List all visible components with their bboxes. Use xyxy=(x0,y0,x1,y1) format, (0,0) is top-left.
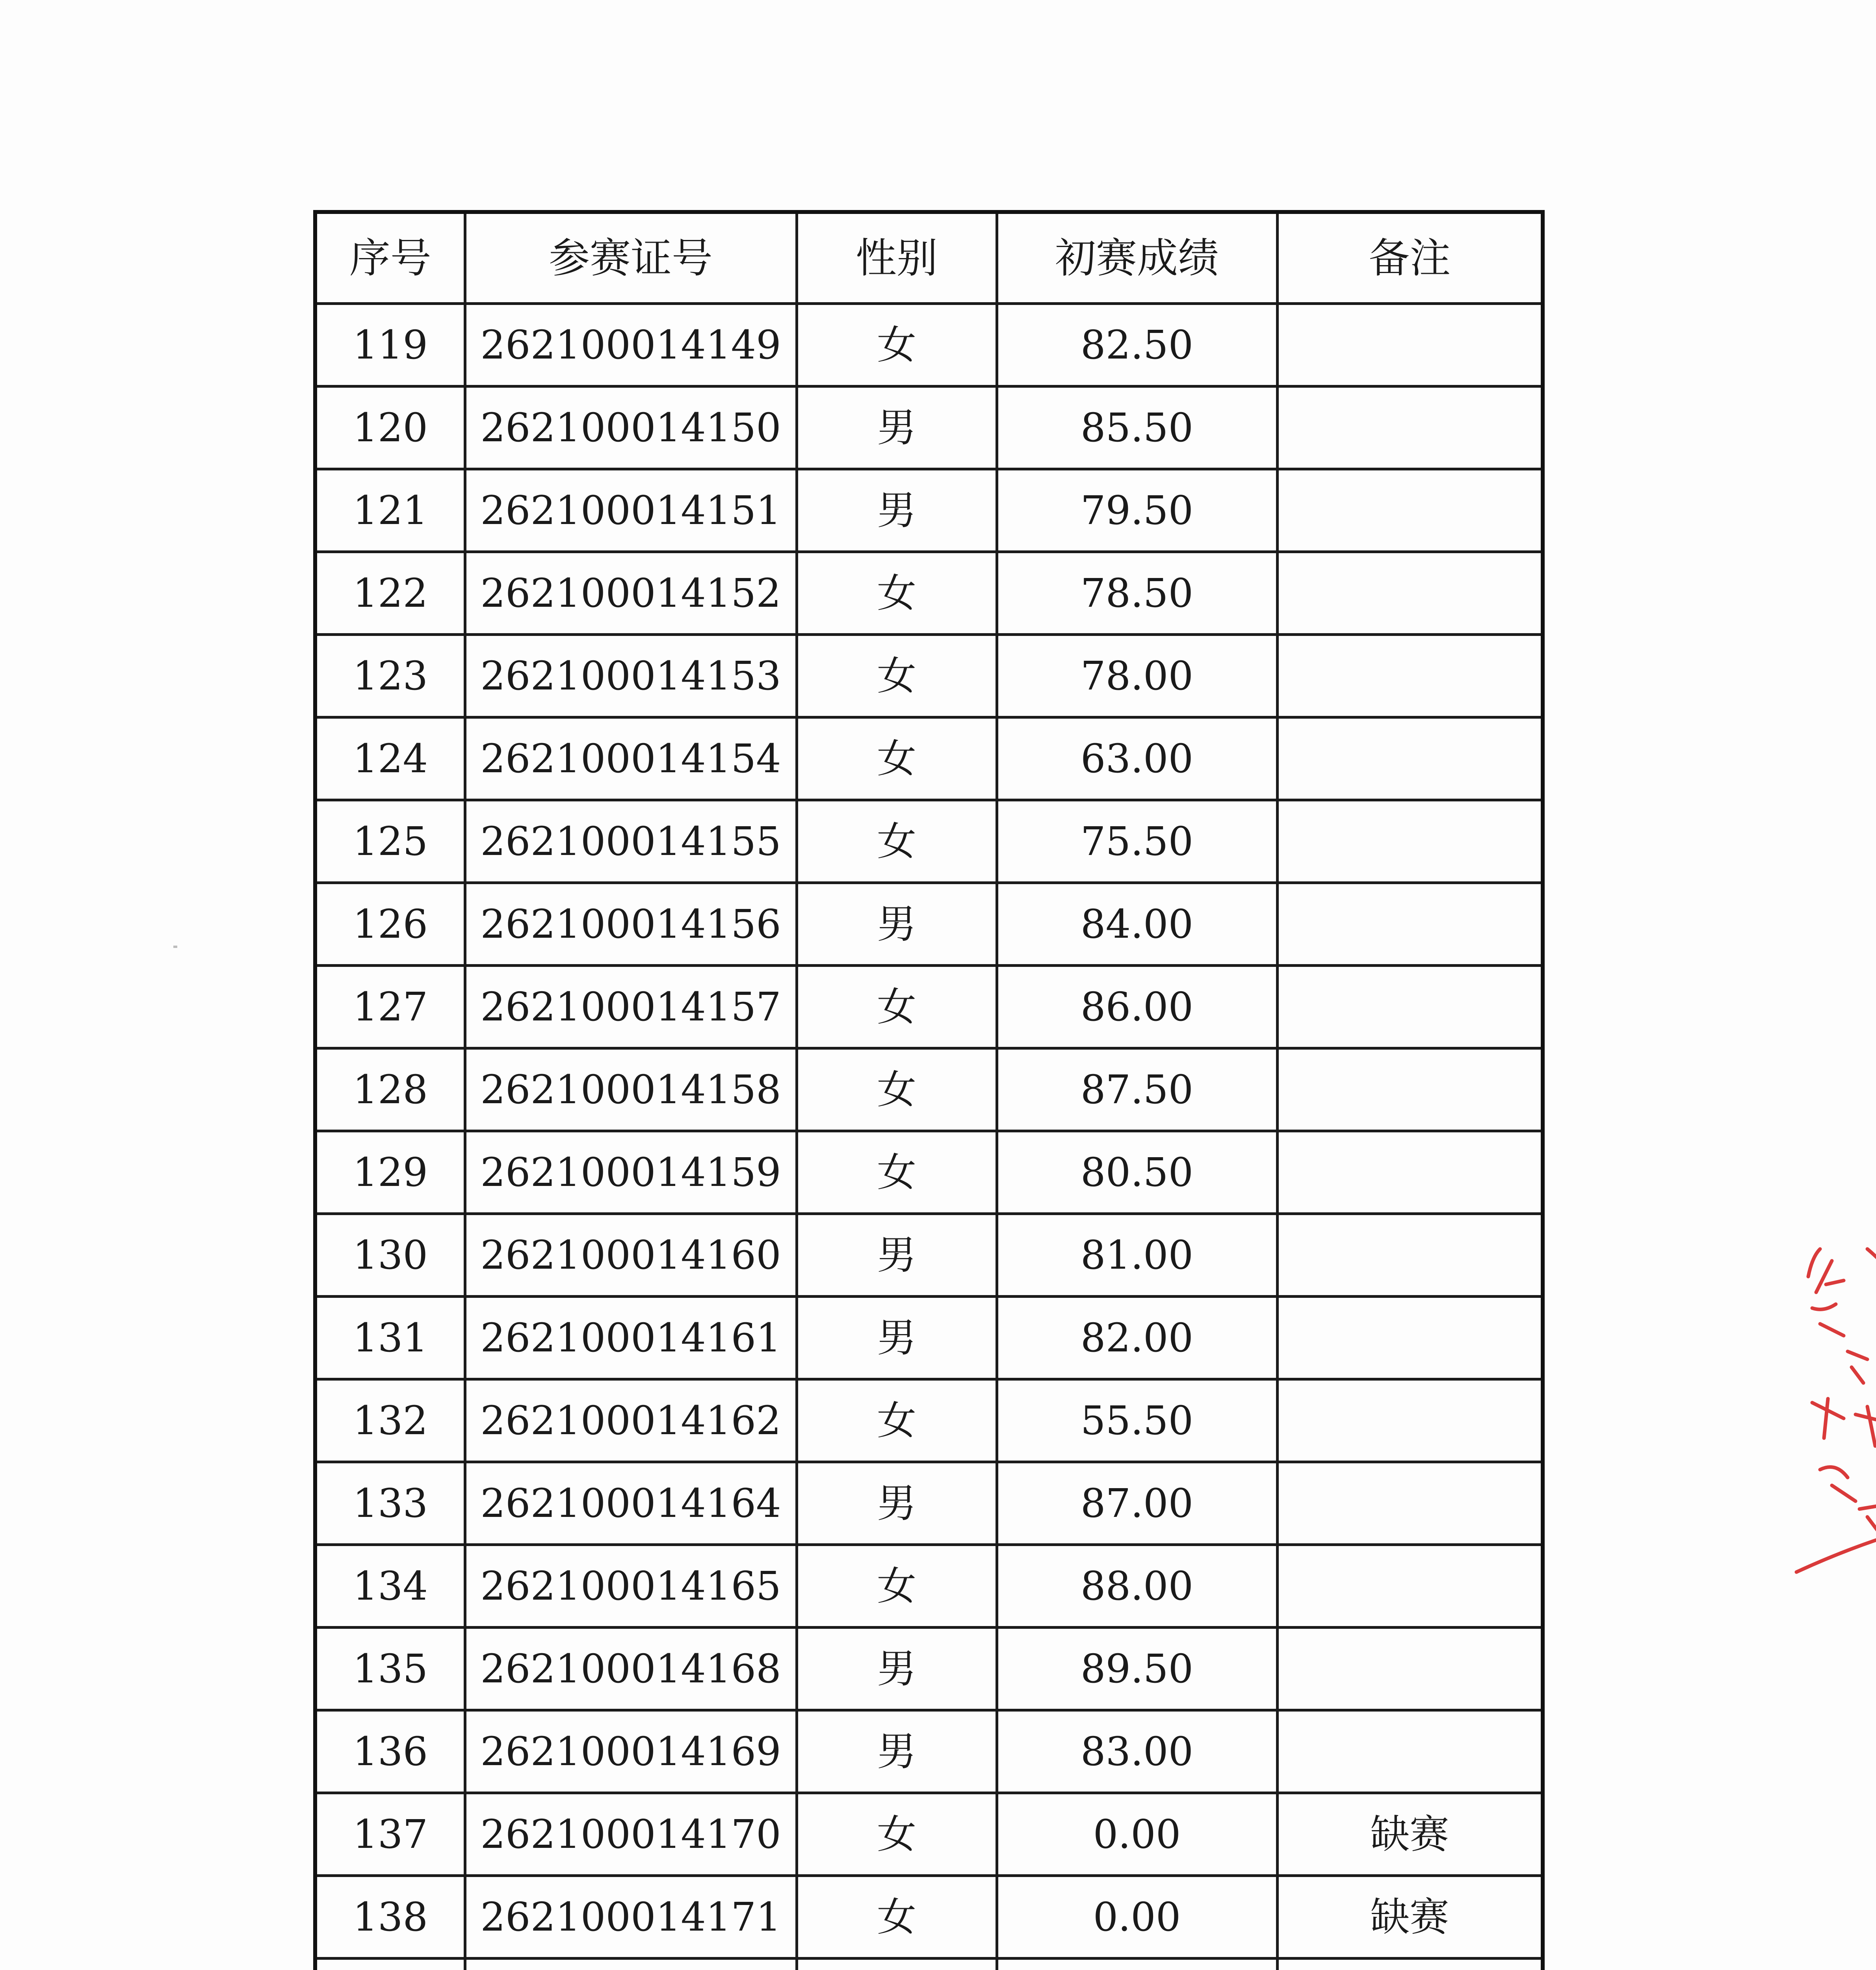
cell-seq: 137 xyxy=(315,1793,465,1876)
cell-prelim-score: 78.00 xyxy=(997,635,1277,717)
cell-prelim-score: 55.50 xyxy=(997,1379,1277,1462)
cell-prelim-score: 0.00 xyxy=(997,1876,1277,1959)
cell-gender: 女 xyxy=(797,1379,997,1462)
cell-entry-id: 262100014156 xyxy=(465,883,797,966)
cell-remarks xyxy=(1277,1545,1543,1628)
cell-entry-id: 262100014171 xyxy=(465,1876,797,1959)
cell-gender: 女 xyxy=(797,717,997,800)
table-row xyxy=(315,552,1543,635)
cell-seq: 119 xyxy=(315,304,465,387)
cell-seq: 122 xyxy=(315,552,465,635)
table-row xyxy=(315,1793,1543,1876)
cell-entry-id: 262100014151 xyxy=(465,469,797,552)
cell-prelim-score: 83.00 xyxy=(997,1710,1277,1793)
cell-remarks xyxy=(1277,883,1543,966)
cell-remarks xyxy=(1277,635,1543,717)
cell-remarks xyxy=(1277,1131,1543,1214)
table-row xyxy=(315,717,1543,800)
cell-entry-id: 262100014150 xyxy=(465,387,797,469)
cell-entry-id: 262100014160 xyxy=(465,1214,797,1297)
table-row xyxy=(315,469,1543,552)
cell-seq: 123 xyxy=(315,635,465,717)
cell-prelim-score: 82.50 xyxy=(997,304,1277,387)
cell-gender: 女 xyxy=(797,552,997,635)
cell-seq: 134 xyxy=(315,1545,465,1628)
cell-prelim-score xyxy=(997,1959,1277,1970)
table-row xyxy=(315,1131,1543,1214)
cell-prelim-score: 0.00 xyxy=(997,1793,1277,1876)
cell-prelim-score: 80.50 xyxy=(997,1131,1277,1214)
cell-seq: 135 xyxy=(315,1628,465,1710)
table-row xyxy=(315,635,1543,717)
cell-remarks xyxy=(1277,469,1543,552)
cell-entry-id: 262100014149 xyxy=(465,304,797,387)
cell-remarks xyxy=(1277,1959,1543,1970)
cell-seq: 125 xyxy=(315,800,465,883)
cell-remarks xyxy=(1277,966,1543,1048)
cell-prelim-score: 85.50 xyxy=(997,387,1277,469)
cell-gender: 女 xyxy=(797,1545,997,1628)
cell-remarks xyxy=(1277,1628,1543,1710)
header-seq: 序号 xyxy=(315,212,465,304)
header-entry-id: 参赛证号 xyxy=(465,212,797,304)
cell-seq: 126 xyxy=(315,883,465,966)
cell-seq: 127 xyxy=(315,966,465,1048)
cell-gender: 女 xyxy=(797,635,997,717)
cell-entry-id: 262100014161 xyxy=(465,1297,797,1379)
cell-entry-id: 262100014165 xyxy=(465,1545,797,1628)
table-row xyxy=(315,1214,1543,1297)
table-row xyxy=(315,1876,1543,1959)
cell-entry-id: 262100014152 xyxy=(465,552,797,635)
table-body xyxy=(315,304,1543,1970)
table-row xyxy=(315,1710,1543,1793)
table-row xyxy=(315,1048,1543,1131)
cell-seq xyxy=(315,1959,465,1970)
table-row xyxy=(315,1379,1543,1462)
cell-gender: 男 xyxy=(797,883,997,966)
cell-seq: 132 xyxy=(315,1379,465,1462)
cell-entry-id: 262100014168 xyxy=(465,1628,797,1710)
scan-edge-mark xyxy=(173,946,177,948)
cell-entry-id: 262100014164 xyxy=(465,1462,797,1545)
table-row xyxy=(315,304,1543,387)
cell-gender: 女 xyxy=(797,304,997,387)
cell-seq: 128 xyxy=(315,1048,465,1131)
cell-entry-id: 262100014158 xyxy=(465,1048,797,1131)
cell-prelim-score: 88.00 xyxy=(997,1545,1277,1628)
cell-prelim-score: 89.50 xyxy=(997,1628,1277,1710)
cell-prelim-score: 86.00 xyxy=(997,966,1277,1048)
cell-entry-id: 262100014169 xyxy=(465,1710,797,1793)
cell-gender: 女 xyxy=(797,1793,997,1876)
table-row xyxy=(315,800,1543,883)
cell-seq: 138 xyxy=(315,1876,465,1959)
cell-remarks xyxy=(1277,552,1543,635)
table-header-row xyxy=(315,212,1543,304)
table-row xyxy=(315,966,1543,1048)
cell-gender xyxy=(797,1959,997,1970)
cell-remarks xyxy=(1277,304,1543,387)
cell-seq: 131 xyxy=(315,1297,465,1379)
cell-remarks xyxy=(1277,1710,1543,1793)
cell-entry-id: 262100014170 xyxy=(465,1793,797,1876)
seal-stamp-fragment-icon xyxy=(1789,1233,1876,1588)
cell-gender: 男 xyxy=(797,1214,997,1297)
cell-entry-id: 262100014154 xyxy=(465,717,797,800)
cell-seq: 120 xyxy=(315,387,465,469)
cell-gender: 女 xyxy=(797,966,997,1048)
cell-prelim-score: 78.50 xyxy=(997,552,1277,635)
table-row xyxy=(315,1628,1543,1710)
cell-seq: 130 xyxy=(315,1214,465,1297)
cell-seq: 133 xyxy=(315,1462,465,1545)
cell-seq: 136 xyxy=(315,1710,465,1793)
table-row xyxy=(315,1462,1543,1545)
score-table xyxy=(313,210,1545,1970)
cell-gender: 男 xyxy=(797,1628,997,1710)
cell-gender: 男 xyxy=(797,1462,997,1545)
cell-entry-id: 262100014155 xyxy=(465,800,797,883)
cell-gender: 男 xyxy=(797,1710,997,1793)
cell-remarks: 缺赛 xyxy=(1277,1876,1543,1959)
cell-seq: 121 xyxy=(315,469,465,552)
cell-seq: 129 xyxy=(315,1131,465,1214)
table-row xyxy=(315,1545,1543,1628)
cell-remarks xyxy=(1277,1048,1543,1131)
table-row xyxy=(315,387,1543,469)
cell-seq: 124 xyxy=(315,717,465,800)
header-prelim-score: 初赛成绩 xyxy=(997,212,1277,304)
cell-prelim-score: 63.00 xyxy=(997,717,1277,800)
cell-remarks xyxy=(1277,1214,1543,1297)
table-row xyxy=(315,883,1543,966)
cell-remarks xyxy=(1277,800,1543,883)
table-row xyxy=(315,1297,1543,1379)
cell-entry-id: 262100014162 xyxy=(465,1379,797,1462)
cell-remarks xyxy=(1277,1462,1543,1545)
cell-prelim-score: 81.00 xyxy=(997,1214,1277,1297)
cell-gender: 女 xyxy=(797,1876,997,1959)
cell-entry-id: 262100014153 xyxy=(465,635,797,717)
cell-remarks xyxy=(1277,1379,1543,1462)
header-remarks: 备注 xyxy=(1277,212,1543,304)
cell-prelim-score: 82.00 xyxy=(997,1297,1277,1379)
cell-gender: 男 xyxy=(797,469,997,552)
cell-entry-id xyxy=(465,1959,797,1970)
cell-gender: 女 xyxy=(797,800,997,883)
cell-remarks xyxy=(1277,717,1543,800)
cell-remarks: 缺赛 xyxy=(1277,1793,1543,1876)
cell-entry-id: 262100014159 xyxy=(465,1131,797,1214)
cell-gender: 男 xyxy=(797,387,997,469)
cell-prelim-score: 75.50 xyxy=(997,800,1277,883)
cell-prelim-score: 79.50 xyxy=(997,469,1277,552)
cell-gender: 女 xyxy=(797,1131,997,1214)
cell-remarks xyxy=(1277,387,1543,469)
cell-prelim-score: 87.50 xyxy=(997,1048,1277,1131)
cell-entry-id: 262100014157 xyxy=(465,966,797,1048)
cell-gender: 男 xyxy=(797,1297,997,1379)
table-row xyxy=(315,1959,1543,1970)
cell-remarks xyxy=(1277,1297,1543,1379)
cell-gender: 女 xyxy=(797,1048,997,1131)
header-gender: 性别 xyxy=(797,212,997,304)
cell-prelim-score: 87.00 xyxy=(997,1462,1277,1545)
cell-prelim-score: 84.00 xyxy=(997,883,1277,966)
